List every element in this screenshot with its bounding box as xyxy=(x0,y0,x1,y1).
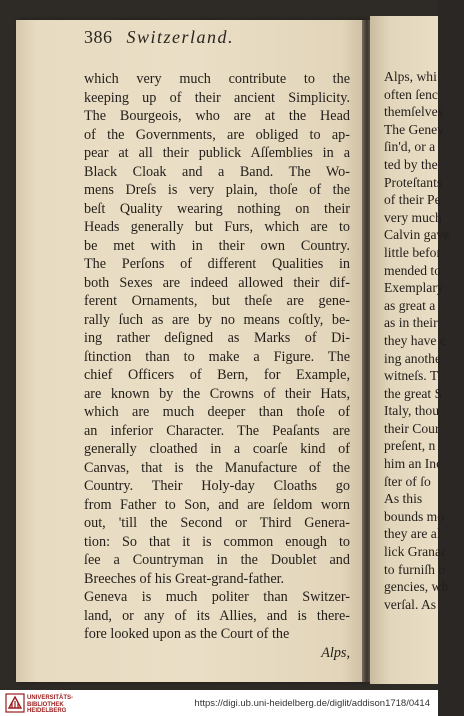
text-line: from Father to Son, and are ſeldom worn xyxy=(84,496,350,513)
facing-text-line: bounds mo xyxy=(384,508,445,524)
text-line: ſtinction than to make a Figure. The xyxy=(84,348,350,365)
facing-text-line: lick Granar xyxy=(384,544,446,560)
page-body-text xyxy=(84,70,350,662)
text-line: keeping up of their ancient Simplicity. xyxy=(84,89,350,106)
text-line: beſt Quality wearing nothing on their xyxy=(84,200,350,217)
facing-text-line: As this xyxy=(384,491,423,507)
text-line: out, 'till the Second or Third Genera- xyxy=(84,515,350,531)
facing-text-line: as in their xyxy=(384,315,438,331)
facing-text-line: Proteſtants xyxy=(384,174,443,190)
text-line: tion: So that it is common enough to xyxy=(84,533,350,550)
facing-page-text xyxy=(384,68,464,613)
facing-text-line: Italy, thou xyxy=(384,403,439,419)
text-line: Canvas, that is the Manufacture of the xyxy=(84,459,350,476)
facing-text-line: very much xyxy=(384,209,442,225)
facing-text-line: Calvin gave xyxy=(384,227,450,243)
text-line: Heads generally but Furs, which are to xyxy=(84,219,350,235)
text-line: of the Governments, are obliged to ap- xyxy=(84,126,350,143)
source-url-link[interactable]: https://digi.ub.uni-heidelberg.de/diglit/addison1718/0414 xyxy=(194,698,430,709)
facing-text-line: The Genev xyxy=(384,121,445,137)
text-line: generally cloathed in a coarſe kind of xyxy=(84,441,350,457)
facing-text-line: ted by the xyxy=(384,156,438,172)
facing-text-line: him an Inc xyxy=(384,456,443,472)
text-line: pear at all their publick Aſſemblies in a xyxy=(84,145,350,161)
viewer-footer xyxy=(0,690,438,716)
text-line: which are much deeper than thoſe of xyxy=(84,404,350,420)
text-line: land, or any of its Allies, and is there- xyxy=(84,607,350,624)
text-line: Geneva is much politer than Switzer- xyxy=(84,589,350,605)
facing-text-line: little befor xyxy=(384,244,441,260)
page-number: 386 xyxy=(84,27,113,47)
text-line: Black Cloak and a Band. The Wo- xyxy=(84,163,350,180)
book-gutter xyxy=(362,20,370,682)
facing-text-line: their Cour xyxy=(384,420,440,436)
catchword: Alps, xyxy=(321,644,350,661)
text-line: The Bourgeois, who are at the Head xyxy=(84,108,350,124)
text-line: rally ſuch as are by no means coſtly, be- xyxy=(84,311,350,328)
running-title: Switzerland. xyxy=(126,27,235,47)
text-line: fore looked upon as the Court of the xyxy=(84,626,290,642)
facing-text-line: gencies, wh xyxy=(384,579,449,595)
facing-text-line: ſter of ſo xyxy=(384,473,431,489)
facing-text-line: often ſenc xyxy=(384,86,438,102)
facing-text-line: Alps, whi xyxy=(384,69,437,84)
facing-text-line: ſin'd, or a xyxy=(384,139,436,155)
text-line: an inferior Character. The Peaſants are xyxy=(84,422,350,439)
text-line: both Sexes are indeed allowed their dif- xyxy=(84,274,350,291)
facing-text-line: witneſs. T xyxy=(384,368,439,384)
library-name xyxy=(27,695,73,715)
facing-text-line: mended to xyxy=(384,262,442,278)
facing-text-line: of their Pe xyxy=(384,192,441,208)
text-line: ferent Ornaments, but theſe are gene- xyxy=(84,293,350,309)
facing-text-line: themſelves xyxy=(384,104,443,120)
text-line: The Perſons of different Qualities in xyxy=(84,256,350,272)
running-header xyxy=(84,27,234,48)
right-page xyxy=(370,16,450,684)
library-name-line: HEIDELBERG xyxy=(27,708,67,714)
text-line: be met with in their own Country. xyxy=(84,237,350,254)
text-line: Breeches of his Great-grand-father. xyxy=(84,570,285,587)
text-line: Country. Their Holy-day Cloaths go xyxy=(84,478,350,494)
facing-text-line: preſent, n xyxy=(384,438,436,454)
facing-text-line: ing anothe xyxy=(384,350,442,366)
facing-text-line: the great S xyxy=(384,385,443,401)
facing-text-line: as great a xyxy=(384,297,436,313)
text-line: chief Officers of Bern, for Example, xyxy=(84,367,350,383)
library-name-line: UNIVERSITÄTS- xyxy=(27,695,74,701)
library-logo-icon xyxy=(5,693,25,713)
library-name-line: BIBLIOTHEK xyxy=(27,701,64,708)
facing-text-line: they are al xyxy=(384,526,441,542)
facing-text-line: Exemplary xyxy=(384,280,444,296)
text-line: mens Dreſs is very plain, thoſe of the xyxy=(84,182,350,198)
facing-text-line: to furniſh o xyxy=(384,561,446,577)
text-line: which very much contribute to the xyxy=(84,71,350,87)
facing-text-line: they have c xyxy=(384,332,446,348)
facing-text-line: verſal. As xyxy=(384,596,437,612)
text-line: ſee a Countryman in the Doublet and xyxy=(84,552,350,568)
text-line: ing rather deſigned as Marks of Di- xyxy=(84,330,350,346)
text-line: are known by the Crowns of their Hats, xyxy=(84,385,350,402)
